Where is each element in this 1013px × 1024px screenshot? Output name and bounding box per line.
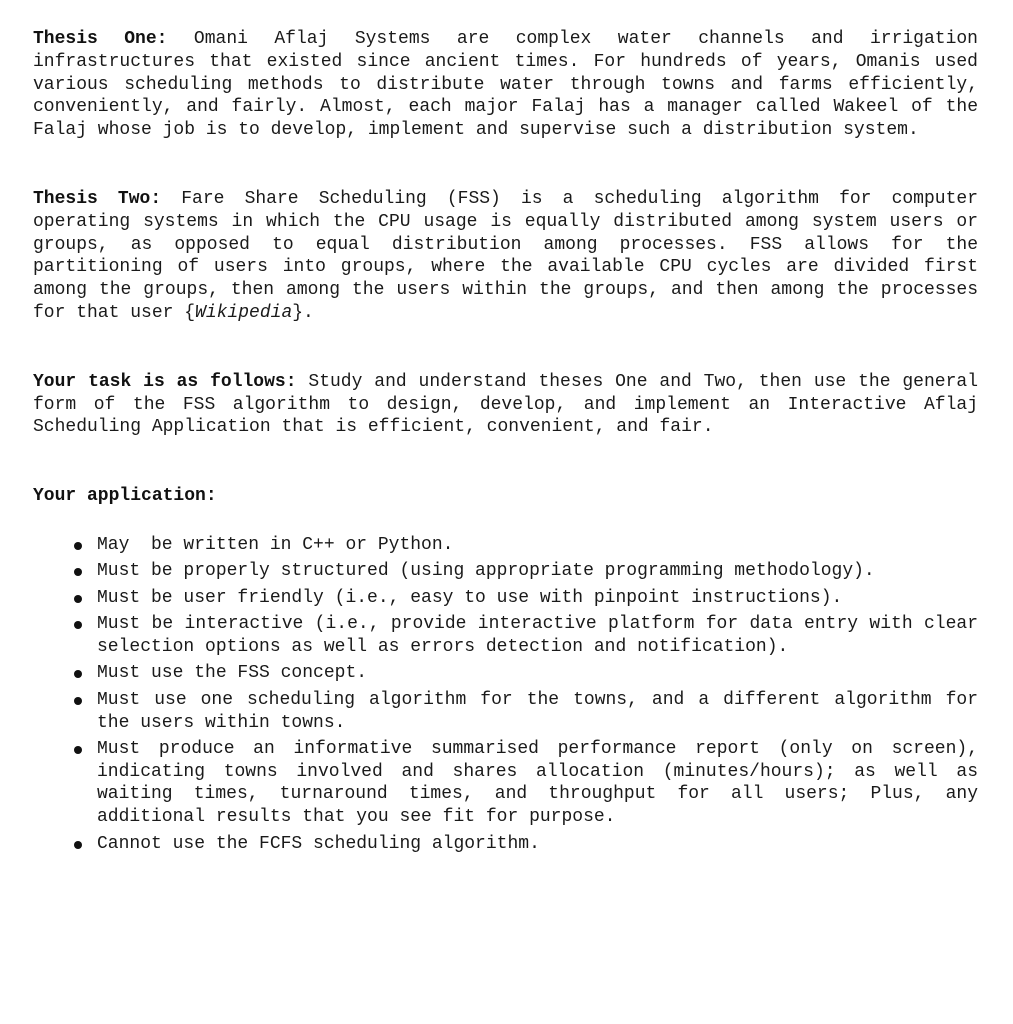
- bullet-icon: [74, 670, 82, 678]
- thesis-one-label: Thesis One:: [33, 29, 168, 49]
- requirement-item: Must be interactive (i.e., provide interactive platform for data entry with clear selection options as well as errors detection and notification).: [22, 613, 978, 659]
- thesis-two-label: Thesis Two:: [33, 188, 162, 209]
- bullet-icon: [74, 595, 82, 603]
- bullet-icon: [74, 568, 82, 576]
- thesis-one-paragraph: [33, 28, 978, 142]
- document-page: [33, 28, 978, 859]
- requirement-item: Must be user friendly (i.e., easy to use with pinpoint instructions).: [22, 587, 978, 610]
- bullet-icon: [74, 621, 82, 629]
- task-label: Your task is as follows:: [33, 371, 297, 392]
- thesis-one-text: Omani Aflaj Systems are complex water channels and irrigation infrastructures that existed since ancient times. For hundreds of years, Omanis used various scheduling methods to distribute water through towns and farms efficiently, conveniently, and fairly. Almost, each major Falaj has a manager called Wakeel of the Falaj whose job is to develop, implement and supervise such a distribution system.: [33, 29, 978, 141]
- requirement-item: Must produce an informative summarised performance report (only on screen), indicating towns involved and shares allocation (minutes/hours); as well as waiting times, turnaround times, and throughput for all users; Plus, any additional results that you see fit for purpose.: [22, 738, 978, 829]
- requirement-item: Must use one scheduling algorithm for the towns, and a different algorithm for the users within towns.: [22, 689, 978, 735]
- bullet-icon: [74, 542, 82, 550]
- bullet-icon: [74, 697, 82, 705]
- thesis-two-suffix: }.: [292, 302, 314, 323]
- thesis-two-source: Wikipedia: [195, 302, 293, 323]
- task-text: Study and understand theses One and Two, then use the general form of the FSS algorithm to design, develop, and implement an Interactive Aflaj Scheduling Application that is efficient, convenient, and fair.: [33, 371, 978, 438]
- requirement-item: Must be properly structured (using appropriate programming methodology).: [22, 560, 978, 583]
- requirement-item: Cannot use the FCFS scheduling algorithm.: [22, 833, 978, 856]
- requirement-item: May be written in C++ or Python.: [22, 534, 978, 557]
- thesis-two-text: Fare Share Scheduling (FSS) is a scheduling algorithm for computer operating systems in which the CPU usage is equally distributed among system users or groups, as opposed to equal distribution among processes. FSS allows for the partitioning of users into groups, where the available CPU cycles are divided first among the groups, then among the users within the groups, and then among the processes for that user {: [33, 188, 978, 323]
- task-paragraph: [33, 371, 978, 439]
- requirements-list: [33, 534, 978, 856]
- thesis-two-paragraph: [33, 188, 978, 325]
- application-heading: Your application:: [33, 486, 217, 507]
- requirement-item: Must use the FSS concept.: [22, 662, 978, 685]
- bullet-icon: [74, 746, 82, 754]
- bullet-icon: [74, 841, 82, 849]
